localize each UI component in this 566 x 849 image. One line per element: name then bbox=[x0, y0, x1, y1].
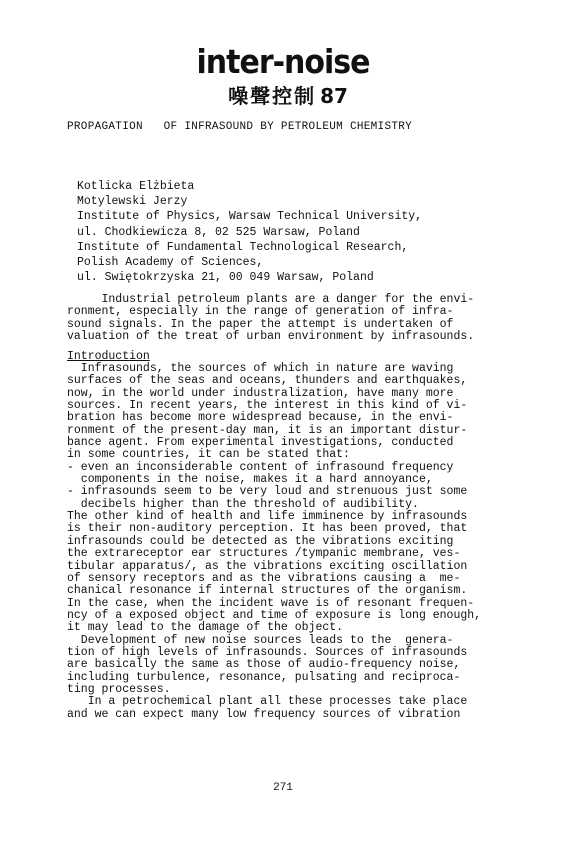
abstract-line: sound signals. In the paper the attempt is undertaken of bbox=[67, 317, 454, 331]
body-line: ronment of the present-day man, it is an important distur- bbox=[67, 423, 468, 437]
affiliation-line: Institute of Physics, Warsaw Technical University, bbox=[77, 210, 423, 224]
body-line: tibular apparatus/, as the vibrations exciting oscillation bbox=[67, 559, 468, 573]
body-line: is their non-auditory perception. It has been proved, that bbox=[67, 522, 468, 536]
body-line: of sensory receptors and as the vibrations causing a me- bbox=[67, 571, 461, 585]
body-line: it may lead to the damage of the object. bbox=[67, 621, 344, 635]
body-line: now, in the world under industralization, have many more bbox=[67, 386, 454, 400]
body-line: infrasounds could be detected as the vibrations exciting bbox=[67, 534, 454, 548]
affiliation-line: Institute of Fundamental Technological Research, bbox=[77, 240, 409, 254]
body-line: tion of high levels of infrasounds. Sources of infrasounds bbox=[67, 645, 468, 659]
body-line: In a petrochemical plant all these processes take place bbox=[67, 695, 468, 709]
address-line: ul. Chodkiewicza 8, 02 525 Warsaw, Poland bbox=[77, 225, 360, 239]
body-line: Infrasounds, the sources of which in nature are waving bbox=[67, 362, 454, 375]
body-line: are basically the same as those of audio-frequency noise, bbox=[67, 658, 461, 672]
body-line: ting processes. bbox=[67, 682, 171, 696]
body-line: decibels higher than the threshold of audibility. bbox=[67, 497, 419, 511]
body-line: bration has become more widespread because, in the envi- bbox=[67, 411, 454, 425]
logo-subtitle bbox=[10, 84, 566, 108]
body-line: - infrasounds seem to be very loud and strenuous just some bbox=[67, 485, 468, 499]
author-line: Motylewski Jerzy bbox=[77, 195, 188, 209]
body-line: sources. In recent years, the interest in this kind of vi- bbox=[67, 399, 468, 413]
logo-year: 87 bbox=[320, 84, 348, 108]
logo-title: inter-noise bbox=[196, 43, 370, 82]
body-line: the extrareceptor ear structures /tympanic membrane, ves- bbox=[67, 547, 461, 561]
body-line: including turbulence, resonance, pulsating and reciproca- bbox=[67, 670, 461, 684]
body-line: and we can expect many low frequency sources of vibration bbox=[67, 707, 461, 721]
abstract-line: Industrial petroleum plants are a danger for the envi- bbox=[67, 293, 475, 306]
body-line: in some countries, it can be stated that: bbox=[67, 448, 350, 462]
body-line: components in the noise, makes it a hard annoyance, bbox=[67, 473, 433, 487]
body-line: - even an inconsiderable content of infrasound frequency bbox=[67, 460, 454, 474]
author-block bbox=[77, 179, 422, 285]
abstract-line: valuation of the treat of urban environment by infrasounds. bbox=[67, 330, 475, 344]
author-line: Kotlicka Elżbieta bbox=[77, 180, 195, 193]
logo-cjk-text: 噪聲控制 bbox=[228, 84, 317, 108]
address-line: ul. Swiętokrzyska 21, 00 049 Warsaw, Poland bbox=[77, 271, 374, 285]
body-line: surfaces of the seas and oceans, thunders and earthquakes, bbox=[67, 374, 468, 388]
body-line: In the case, when the incident wave is of resonant frequen- bbox=[67, 596, 475, 610]
body-line: ncy of a exposed object and time of exposure is long enough, bbox=[67, 608, 482, 622]
body-text bbox=[67, 363, 481, 721]
body-line: The other kind of health and life imminence by infrasounds bbox=[67, 510, 468, 524]
abstract bbox=[67, 294, 507, 344]
inter-noise-logo bbox=[0, 43, 566, 108]
abstract-line: ronment, especially in the range of generation of infra- bbox=[67, 305, 454, 319]
affiliation-line: Polish Academy of Sciences, bbox=[77, 256, 264, 270]
body-line: bance agent. From experimental investigations, conducted bbox=[67, 436, 454, 450]
paper-title: PROPAGATION OF INFRASOUND BY PETROLEUM CHEMISTRY bbox=[67, 121, 413, 133]
body-line: Development of new noise sources leads to the genera- bbox=[67, 633, 454, 647]
page-number: 271 bbox=[273, 782, 293, 794]
body-line: chanical resonance if internal structures of the organism. bbox=[67, 584, 468, 598]
section-heading-introduction: Introduction bbox=[67, 350, 150, 363]
